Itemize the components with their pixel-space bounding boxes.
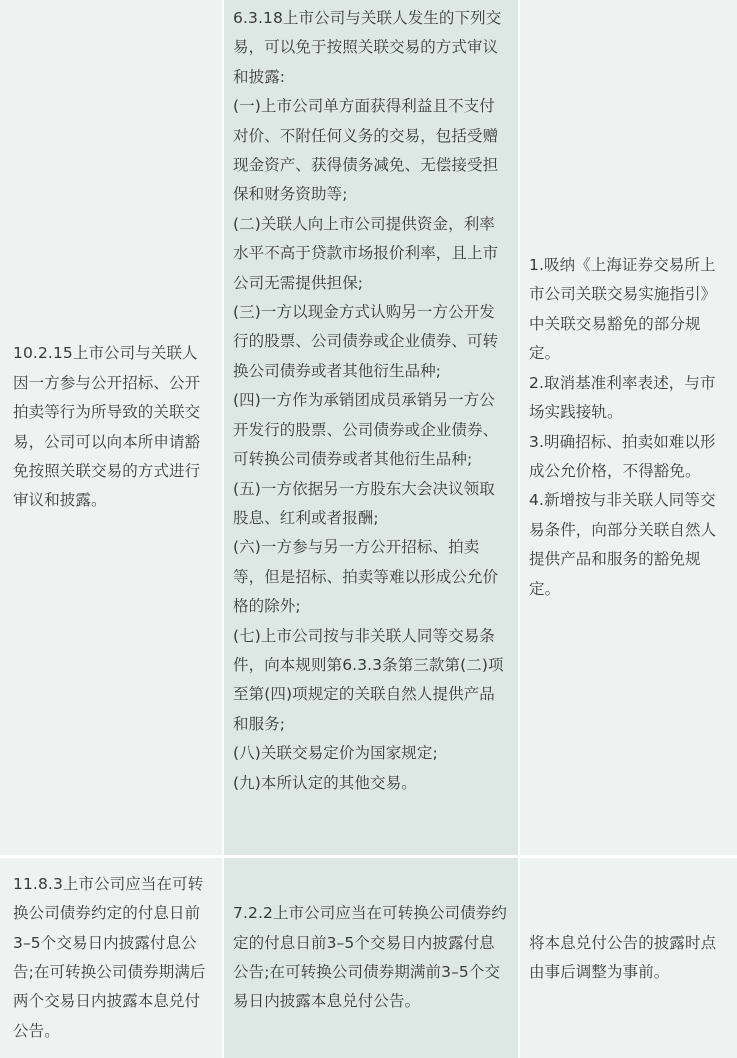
row1-notes-cell: [520, 0, 737, 855]
note-paragraph: 3.明确招标、拍卖如难以形成公允价格，不得豁免。: [529, 432, 716, 480]
row2-new-rule-text: 7.2.2上市公司应当在可转换公司债券约定的付息日前3–5个交易日内披露付息公告;在可转换公司债券期满前3–5个交易日内披露本息兑付公告。: [233, 904, 507, 1011]
note-paragraph: 4.新增按与非关联人同等交易条件，向部分关联自然人提供产品和服务的豁免规定。: [529, 491, 717, 598]
new-rule-paragraph: (八)关联交易定价为国家规定;: [233, 744, 438, 763]
new-rule-paragraph: (四)一方作为承销团成员承销另一方公开发行的股票、公司债券或企业债券、可转换公司债券或者其他衍生品种;: [233, 391, 499, 469]
row2-new-rule-cell: [224, 858, 518, 1058]
new-rule-paragraph: (三)一方以现金方式认购另一方公开发行的股票、公司债券或企业债券、可转换公司债券或者其他衍生品种;: [233, 303, 499, 380]
row2-current-rule-text: 11.8.3上市公司应当在可转换公司债券约定的付息日前3–5个交易日内披露付息公告;在可转换公司债券期满后两个交易日内披露本息兑付公告。: [13, 874, 206, 1040]
row1-new-rule-list: [233, 4, 510, 798]
new-rule-paragraph: (六)一方参与另一方公开招标、拍卖等，但是招标、拍卖等难以形成公允价格的除外;: [233, 538, 499, 616]
row2-notes-text: 将本息兑付公告的披露时点由事后调整为事前。: [529, 933, 717, 981]
note-paragraph: 1.吸纳《上海证券交易所上市公司关联交易实施指引》中关联交易豁免的部分规定。: [529, 256, 717, 363]
new-rule-paragraph: (九)本所认定的其他交易。: [233, 773, 417, 792]
new-rule-paragraph: 6.3.18上市公司与关联人发生的下列交易，可以免于按照关联交易的方式审议和披露:: [233, 9, 502, 86]
note-paragraph: 2.取消基准利率表述，与市场实践接轨。: [529, 373, 716, 422]
row1-notes-list: [529, 251, 729, 604]
new-rule-paragraph: (二)关联人向上市公司提供资金，利率水平不高于贷款市场报价利率，且上市公司无需提供担保;: [233, 214, 499, 292]
new-rule-paragraph: (五)一方依据另一方股东大会决议领取股息、红利或者报酬;: [233, 479, 495, 527]
row1-current-rule-text: 10.2.15上市公司与关联人因一方参与公开招标、公开拍卖等行为所导致的关联交易，公司可以向本所申请豁免按照关联交易的方式进行审议和披露。: [13, 344, 201, 510]
row1-current-rule-cell: [0, 0, 222, 855]
row2-current-rule-cell: [0, 858, 222, 1058]
row2-notes-cell: [520, 858, 737, 1058]
new-rule-paragraph: (一)上市公司单方面获得利益且不支付对价、不附任何义务的交易，包括受赠现金资产、获得债务减免、无偿接受担保和财务资助等;: [233, 97, 499, 204]
row1-new-rule-cell: [224, 0, 518, 855]
new-rule-paragraph: (七)上市公司按与非关联人同等交易条件，向本规则第6.3.3条第三款第(二)项至第(四)项规定的关联自然人提供产品和服务;: [233, 626, 504, 733]
